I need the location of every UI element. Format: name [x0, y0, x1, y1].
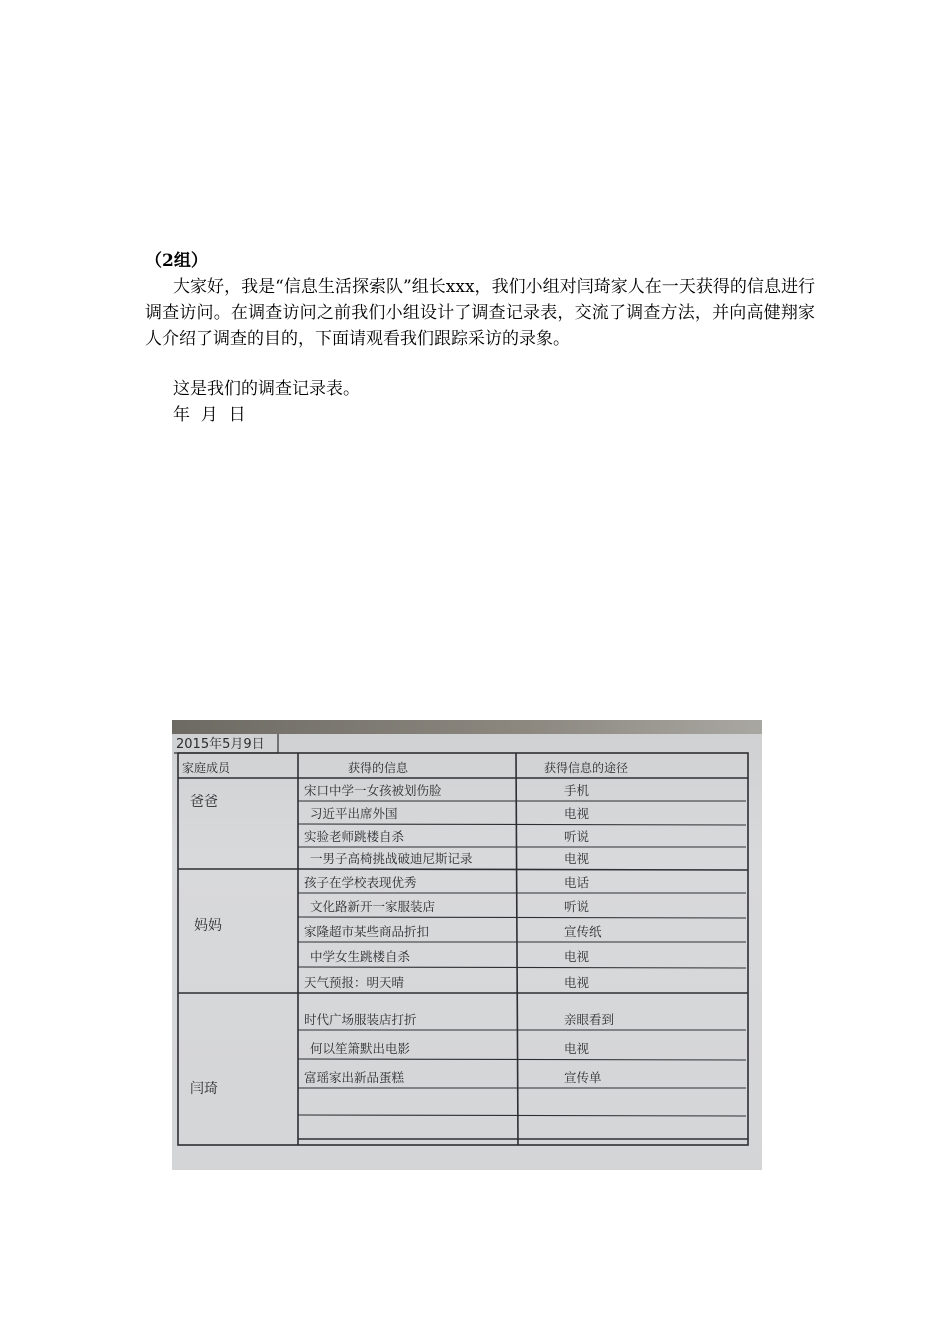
- info-cell: 家隆超市某些商品折扣: [304, 924, 430, 939]
- info-cell: 时代广场服装店打折: [304, 1012, 417, 1027]
- member-name: 妈妈: [194, 918, 222, 934]
- handwritten-table: [172, 720, 762, 1170]
- channel-cell: 电视: [564, 975, 590, 990]
- channel-cell: 电视: [564, 949, 590, 964]
- header-info: 获得的信息: [348, 761, 409, 775]
- channel-cell: 亲眼看到: [564, 1012, 615, 1027]
- member-name: 爸爸: [190, 794, 218, 810]
- channel-cell: 电视: [564, 1041, 590, 1056]
- channel-cell: 电视: [564, 851, 590, 866]
- record-table-caption: 这是我们的调查记录表。: [173, 379, 360, 399]
- info-cell: 富瑶家出新品蛋糕: [304, 1070, 405, 1085]
- channel-cell: 电话: [564, 875, 590, 890]
- channel-cell: 宣传单: [564, 1070, 602, 1085]
- photo-date: 2015年5月9日: [176, 737, 265, 752]
- document-body: [145, 248, 815, 428]
- header-member: 家庭成员: [182, 761, 231, 775]
- survey-table-photo: [172, 720, 762, 1170]
- channel-cell: 听说: [564, 899, 590, 914]
- info-cell: 实验老师跳楼自杀: [304, 829, 405, 844]
- info-cell: 文化路新开一家服装店: [310, 899, 436, 914]
- channel-cell: 手机: [564, 783, 590, 798]
- member-name: 闫琦: [190, 1081, 218, 1097]
- channel-cell: 宣传纸: [564, 924, 602, 939]
- header-channel: 获得信息的途径: [544, 761, 629, 775]
- info-cell: 宋口中学一女孩被划伤脸: [304, 783, 442, 798]
- date-placeholder: 年 月 日: [173, 405, 246, 425]
- info-cell: 习近平出席外国: [310, 806, 398, 821]
- group-label: （2组）: [145, 251, 208, 271]
- info-cell: 何以笙箫默出电影: [310, 1041, 411, 1056]
- info-cell: 中学女生跳楼自杀: [310, 949, 411, 964]
- channel-cell: 听说: [564, 829, 590, 844]
- info-cell: 一男子高椅挑战破迪尼斯记录: [310, 851, 473, 866]
- intro-paragraph: 大家好，我是“信息生活探索队”组长xxx，我们小组对闫琦家人在一天获得的信息进行调查访问。在调查访问之前我们小组设计了调查记录表，交流了调查方法，并向高健翔家人介绍了调查的目的，下面请观看我们跟踪采访的录象。: [145, 277, 815, 349]
- channel-cell: 电视: [564, 806, 590, 821]
- info-cell: 孩子在学校表现优秀: [304, 875, 417, 890]
- info-cell: 天气预报：明天晴: [304, 975, 405, 990]
